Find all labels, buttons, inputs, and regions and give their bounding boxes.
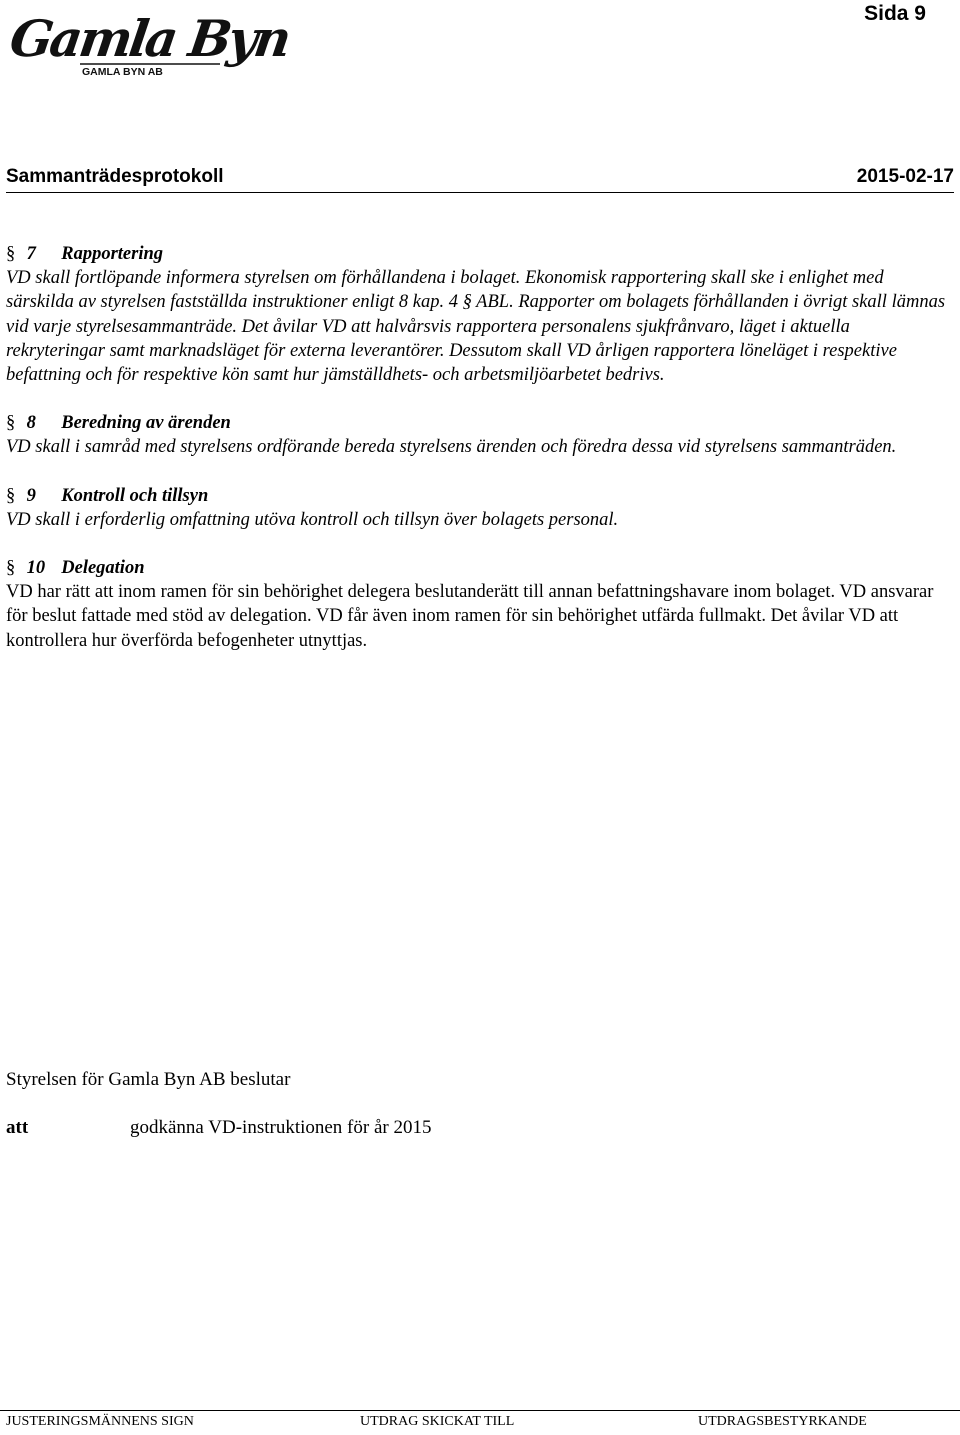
section-heading [6,556,952,580]
section-title: Kontroll och tillsyn [61,485,209,506]
footer-extract-sent-to: UTDRAG SKICKAT TILL [360,1414,515,1429]
section-10 [6,556,952,653]
section-text: VD skall i erforderlig omfattning utöva kontroll och tillsyn över bolagets personal. [6,509,619,530]
paragraph-symbol: § [6,485,16,506]
paragraph-symbol: § [6,558,16,579]
svg-text:GAMLA BYN AB: GAMLA BYN AB [82,66,163,78]
section-number: 7 [26,244,36,264]
footer-extract-certification: UTDRAGSBESTYRKANDE [698,1414,867,1429]
section-7 [6,242,952,387]
signature-footer [0,1410,960,1435]
page-number: Sida 9 [864,2,926,25]
paragraph-symbol: § [6,413,16,434]
paragraph-symbol: § [6,244,16,264]
board-decision-intro: Styrelsen för Gamla Byn AB beslutar [6,1069,291,1090]
section-title: Beredning av ärenden [61,413,231,434]
section-heading [6,411,952,435]
protocol-header [6,166,954,193]
att-label: att [6,1117,29,1138]
section-heading [6,242,952,266]
document-title: Sammanträdesprotokoll [6,166,224,187]
section-text: VD skall fortlöpande informera styrelsen om förhållandena i bolaget. Ekonomisk rapportering skall ske i enlighet med särskilda av styrelsen fastställda instruktioner enligt 8 kap. 4 § ABL. Rapporter om bolagets förhållanden i övrigt skall lämnas vid varje styrelsesammanträde. Det åvilar VD att halvårsvis rapportera personalens sjukfrånvaro, läget i aktuella rekryteringar samt marknadsläget för externa leverantörer. Dessutom skall VD årligen rapportera löneläget i respektive befattning och för respektive kön samt hur jämställdhets- och arbetsmiljöarbetet bedrivs. [6,268,946,386]
document-date: 2015-02-17 [856,166,954,187]
section-9 [6,484,952,532]
section-text: VD har rätt att inom ramen för sin behörighet delegera beslutanderätt till annan befattningshavare inom bolaget. VD ansvarar för beslut fattade med stöd av delegation. VD får även inom ramen för sin behörighet utfärda fullmakt. Det åvilar VD att kontrollera hur överförda befogenheter utnyttjas. [6,582,934,651]
section-number: 8 [26,413,36,434]
section-number: 10 [26,558,46,579]
section-number: 9 [26,485,36,506]
section-8 [6,411,952,459]
section-heading [6,484,952,508]
section-text: VD skall i samråd med styrelsens ordförande bereda styrelsens ärenden och föredra dessa vid styrelsens sammanträden. [6,437,897,458]
svg-text:Gamla Byn: Gamla Byn [6,9,293,68]
company-logo [6,0,293,80]
footer-adjusters-sign: JUSTERINGSMÄNNENS SIGN [6,1414,194,1429]
document-body [6,242,952,677]
gamla-byn-logo-icon [6,0,293,80]
section-title: Delegation [61,558,145,579]
att-text: godkänna VD-instruktionen för år 2015 [130,1117,432,1138]
section-title: Rapportering [61,244,164,264]
decision-clause [6,1116,431,1140]
